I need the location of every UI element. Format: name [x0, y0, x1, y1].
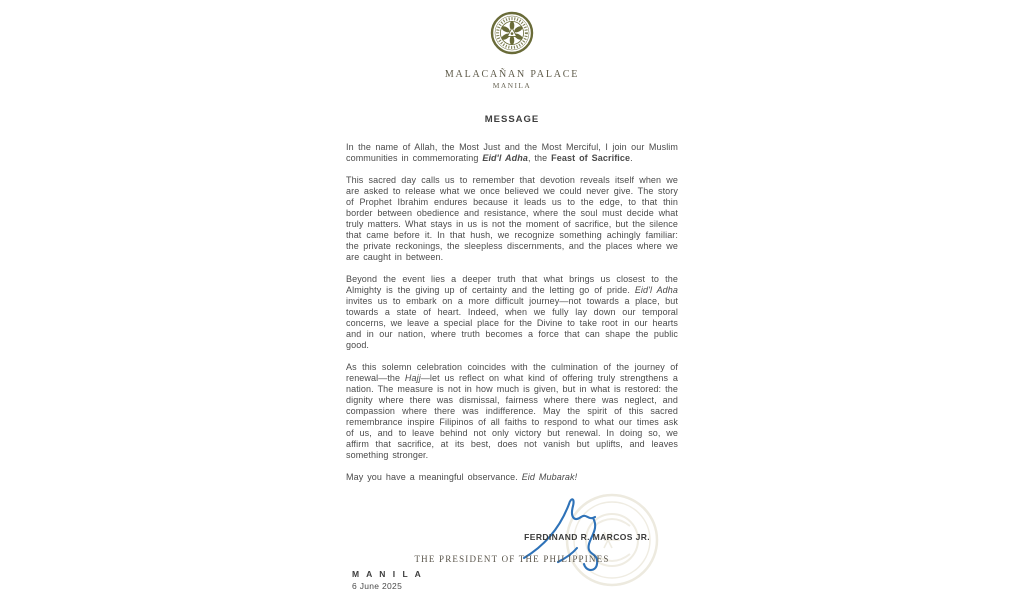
- message-title: MESSAGE: [484, 114, 540, 125]
- letter-paragraph: Beyond the event lies a deeper truth that what brings us closest to the Almighty is the giving up of certainty and the letting go of pride. Eid'l Adha invites us to embark on a more difficult journey—not towards a place, but towards a state of heart. Indeed, when we fully lay down our temporal concerns, we leave a special place for the Divine to take root in our hearts and in our nation, where truth becomes a force that can shape the public good.: [346, 274, 678, 350]
- footer-office-title: THE PRESIDENT OF THE PHILIPPINES: [414, 554, 610, 564]
- letter-paragraph: In the name of Allah, the Most Just and the Most Merciful, I join our Muslim communities in commemorating Eid'l Adha, the Feast of Sacrifice.: [346, 142, 678, 163]
- letter-paragraph: May you have a meaningful observance. Eid Mubarak!: [346, 472, 578, 482]
- letterhead-city: MANILA: [492, 81, 532, 90]
- letterhead: [346, 0, 678, 90]
- presidential-seal-icon: [490, 11, 534, 55]
- letter-body: [346, 142, 678, 483]
- signatory-name: FERDINAND R. MARCOS JR.: [524, 532, 650, 542]
- letter-content: [346, 0, 678, 591]
- letter-paragraph: As this solemn celebration coincides with the culmination of the journey of renewal—the Hajj—let us reflect on what kind of offering truly strengthens a nation. The measure is not in how much is given, but in what is restored: the dignity where there was dismissal, fairness where there was neglect, and compassion where there was indifference. May the spirit of this sacred remembrance inspire Filipinos of all faiths to respond to what our times ask of us, and to leave behind not only victory but renewal. In doing so, we affirm that sacrifice, at its best, does not vanish but uplifts, and leaves something stronger.: [346, 362, 678, 460]
- letter-paragraph: This sacred day calls us to remember that devotion reveals itself when we are asked to release what we once believed we could never give. The story of Prophet Ibrahim endures because it leads us to the edge, to that thin border between obedience and resistance, where the soul must decide what truly matters. What stays in us is not the moment of sacrifice, but the silence that came before it. In that hush, we recognize something achingly familiar: the private reckonings, the sleepless discernments, and the places where we are caught in between.: [346, 175, 678, 262]
- dateline-date: 6 June 2025: [352, 581, 403, 591]
- letterhead-palace: MALACAÑAN PALACE: [444, 69, 580, 80]
- dateline-place: M A N I L A: [352, 569, 424, 579]
